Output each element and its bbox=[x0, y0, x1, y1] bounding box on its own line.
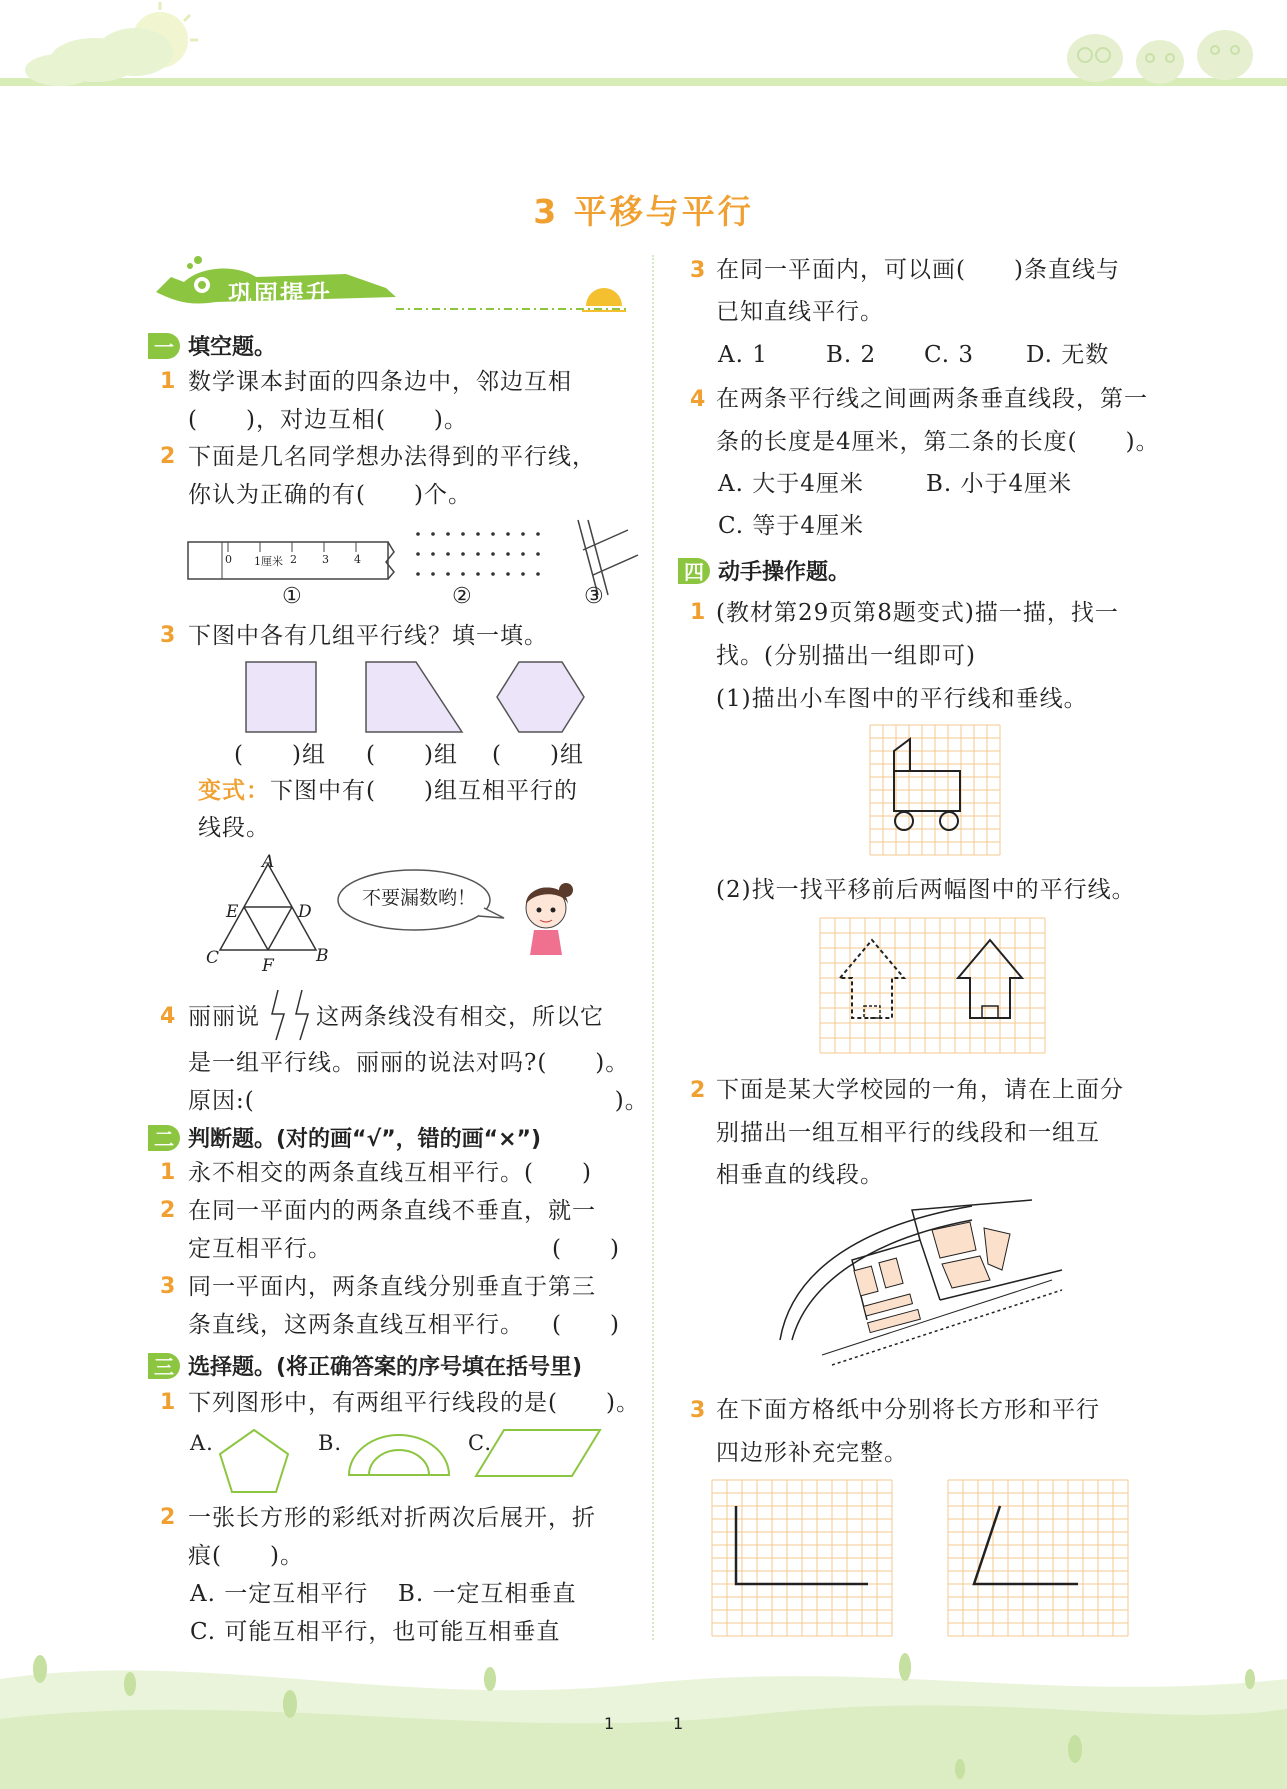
point-label: A bbox=[262, 852, 275, 872]
rectangle-completion-grid[interactable] bbox=[712, 1480, 897, 1640]
question-text: 相垂直的线段。 bbox=[716, 1162, 884, 1188]
choice-shapes-figure bbox=[214, 1420, 614, 1500]
question-text: 你认为正确的有( )个。 bbox=[188, 482, 472, 508]
question-text: (教材第29页第8题变式)描一描，找一 bbox=[716, 600, 1119, 626]
sub-question-text: (2)找一找平移前后两幅图中的平行线。 bbox=[716, 877, 1136, 903]
answer-blank[interactable]: ( )组 bbox=[234, 742, 326, 768]
question-number: 1 bbox=[160, 369, 176, 394]
page-number: 1 bbox=[604, 1714, 615, 1733]
parallelogram-completion-grid[interactable] bbox=[948, 1480, 1133, 1640]
variant-label: 变式： bbox=[198, 778, 270, 804]
figure-label: ② bbox=[452, 584, 472, 609]
answer-paren[interactable]: ( ) bbox=[552, 1236, 620, 1262]
question-text: 数学课本封面的四条边中，邻边互相 bbox=[188, 369, 572, 395]
answer-paren[interactable]: ( ) bbox=[552, 1312, 620, 1338]
section-hands-on bbox=[678, 555, 850, 586]
question-text: 别描出一组互相平行的线段和一组互 bbox=[716, 1120, 1100, 1146]
question-text: 一张长方形的彩纸对折两次后展开，折 bbox=[188, 1505, 596, 1531]
speech-bubble-text: 不要漏数哟！ bbox=[362, 887, 477, 909]
question-text: 条直线，这两条直线互相平行。 bbox=[188, 1312, 524, 1338]
question-number: 2 bbox=[690, 1078, 706, 1103]
cart-grid-figure[interactable] bbox=[870, 725, 1005, 860]
question-number: 1 bbox=[690, 600, 706, 625]
option-text: D. 无数 bbox=[1026, 342, 1110, 368]
question-number: 3 bbox=[690, 1398, 706, 1423]
option-text: C. 3 bbox=[924, 342, 975, 368]
question-text: 下图中有( )组互相平行的 bbox=[270, 778, 578, 804]
figure-label: ③ bbox=[584, 584, 604, 609]
campus-map-figure[interactable] bbox=[772, 1200, 1072, 1370]
question-text: 丽丽说 bbox=[188, 1004, 260, 1030]
point-label: F bbox=[262, 956, 274, 976]
shapes-figure bbox=[244, 660, 604, 740]
question-text: 同一平面内，两条直线分别垂直于第三 bbox=[188, 1274, 596, 1300]
section-number: 二 bbox=[148, 1125, 180, 1151]
question-text: 在下面方格纸中分别将长方形和平行 bbox=[716, 1397, 1100, 1423]
option-text: B. 小于4厘米 bbox=[926, 471, 1073, 497]
question-number: 3 bbox=[690, 258, 706, 283]
option-text: A. 大于4厘米 bbox=[718, 471, 864, 497]
question-text: 下面是几名同学想办法得到的平行线， bbox=[188, 444, 596, 470]
question-text: 是一组平行线。丽丽的说法对吗?( )。 bbox=[188, 1050, 630, 1076]
figure-label: ① bbox=[282, 584, 302, 609]
section-banner: 巩固提升 bbox=[228, 280, 332, 308]
header-decoration bbox=[0, 0, 1287, 100]
question-text: 永不相交的两条直线互相平行。( ) bbox=[188, 1160, 592, 1186]
question-text: 原因:( )。 bbox=[188, 1088, 649, 1114]
question-text: 在两条平行线之间画两条垂直线段，第一 bbox=[716, 386, 1148, 412]
section-number: 三 bbox=[148, 1353, 180, 1379]
answer-blank[interactable]: ( )组 bbox=[492, 742, 584, 768]
question-text: 条的长度是4厘米，第二条的长度( )。 bbox=[716, 429, 1160, 455]
question-text: 下图中各有几组平行线？填一填。 bbox=[188, 623, 548, 649]
option-label: C. bbox=[468, 1431, 492, 1455]
question-text: 下面是某大学校园的一角，请在上面分 bbox=[716, 1077, 1124, 1103]
question-text: 四边形补充完整。 bbox=[716, 1440, 908, 1466]
ruler-tick-2: 2 bbox=[290, 553, 297, 566]
question-text: ( )，对边互相( )。 bbox=[188, 407, 468, 433]
page-number: 1 bbox=[673, 1714, 684, 1733]
option-text: A. 1 bbox=[718, 342, 768, 368]
point-label: B bbox=[316, 946, 329, 966]
question-text: 线段。 bbox=[198, 815, 270, 841]
question-text: 找。(分别描出一组即可) bbox=[716, 643, 976, 669]
ruler-tick-3: 3 bbox=[322, 553, 329, 566]
question-number: 3 bbox=[160, 623, 176, 648]
option-label: A. bbox=[190, 1431, 214, 1455]
option-text: A. 一定互相平行 bbox=[190, 1581, 369, 1607]
section-number: 四 bbox=[678, 558, 710, 584]
sub-question-text: (1)描出小车图中的平行线和垂线。 bbox=[716, 686, 1088, 712]
section-banner-decoration bbox=[146, 252, 636, 322]
section-title: 动手操作题。 bbox=[718, 560, 851, 585]
option-text: B. 一定互相垂直 bbox=[398, 1581, 577, 1607]
question-number: 2 bbox=[160, 444, 176, 469]
answer-blank[interactable]: ( )组 bbox=[366, 742, 458, 768]
question-text: 这两条线没有相交，所以它 bbox=[316, 1004, 604, 1030]
question-text: 痕( )。 bbox=[188, 1543, 304, 1569]
option-text: B. 2 bbox=[826, 342, 877, 368]
footer-landscape-decoration bbox=[0, 1649, 1287, 1789]
section-multiple-choice bbox=[148, 1350, 582, 1381]
question-number: 1 bbox=[160, 1390, 176, 1415]
ruler-tick-0: 0 bbox=[225, 553, 232, 566]
question-number: 2 bbox=[160, 1198, 176, 1223]
question-number: 4 bbox=[690, 387, 706, 412]
question-text: 定互相平行。 bbox=[188, 1236, 332, 1262]
point-label: E bbox=[226, 902, 239, 922]
section-true-false bbox=[148, 1122, 541, 1153]
question-number: 3 bbox=[160, 1274, 176, 1299]
point-label: D bbox=[298, 902, 312, 922]
section-title: 判断题。(对的画“√”，错的画“×”) bbox=[188, 1127, 542, 1152]
question-text: 在同一平面内，可以画( )条直线与 bbox=[716, 257, 1120, 283]
ruler-tick-4: 4 bbox=[354, 553, 361, 566]
question-text: 在同一平面内的两条直线不垂直，就一 bbox=[188, 1198, 596, 1224]
question-text: 已知直线平行。 bbox=[716, 299, 884, 325]
question-number: 1 bbox=[160, 1160, 176, 1185]
section-title: 选择题。(将正确答案的序号填在括号里) bbox=[188, 1355, 583, 1380]
translation-grid-figure[interactable] bbox=[820, 918, 1060, 1058]
section-fill-blank bbox=[148, 330, 276, 361]
option-text: C. 等于4厘米 bbox=[718, 513, 865, 539]
option-text: C. 可能互相平行，也可能互相垂直 bbox=[190, 1619, 561, 1645]
page-title: 3 平移与平行 bbox=[533, 192, 754, 231]
girl-character-icon bbox=[516, 870, 586, 960]
section-number: 一 bbox=[148, 333, 180, 359]
option-label: B. bbox=[318, 1431, 343, 1455]
zigzag-lines-figure bbox=[268, 990, 314, 1042]
point-label: C bbox=[206, 948, 220, 968]
column-divider bbox=[652, 255, 654, 1640]
question-text: 下列图形中，有两组平行线段的是( )。 bbox=[188, 1390, 640, 1416]
question-number: 2 bbox=[160, 1505, 176, 1530]
ruler-tick-1: 1厘米 bbox=[254, 555, 283, 568]
section-title: 填空题。 bbox=[188, 335, 277, 360]
question-number: 4 bbox=[160, 1004, 176, 1029]
